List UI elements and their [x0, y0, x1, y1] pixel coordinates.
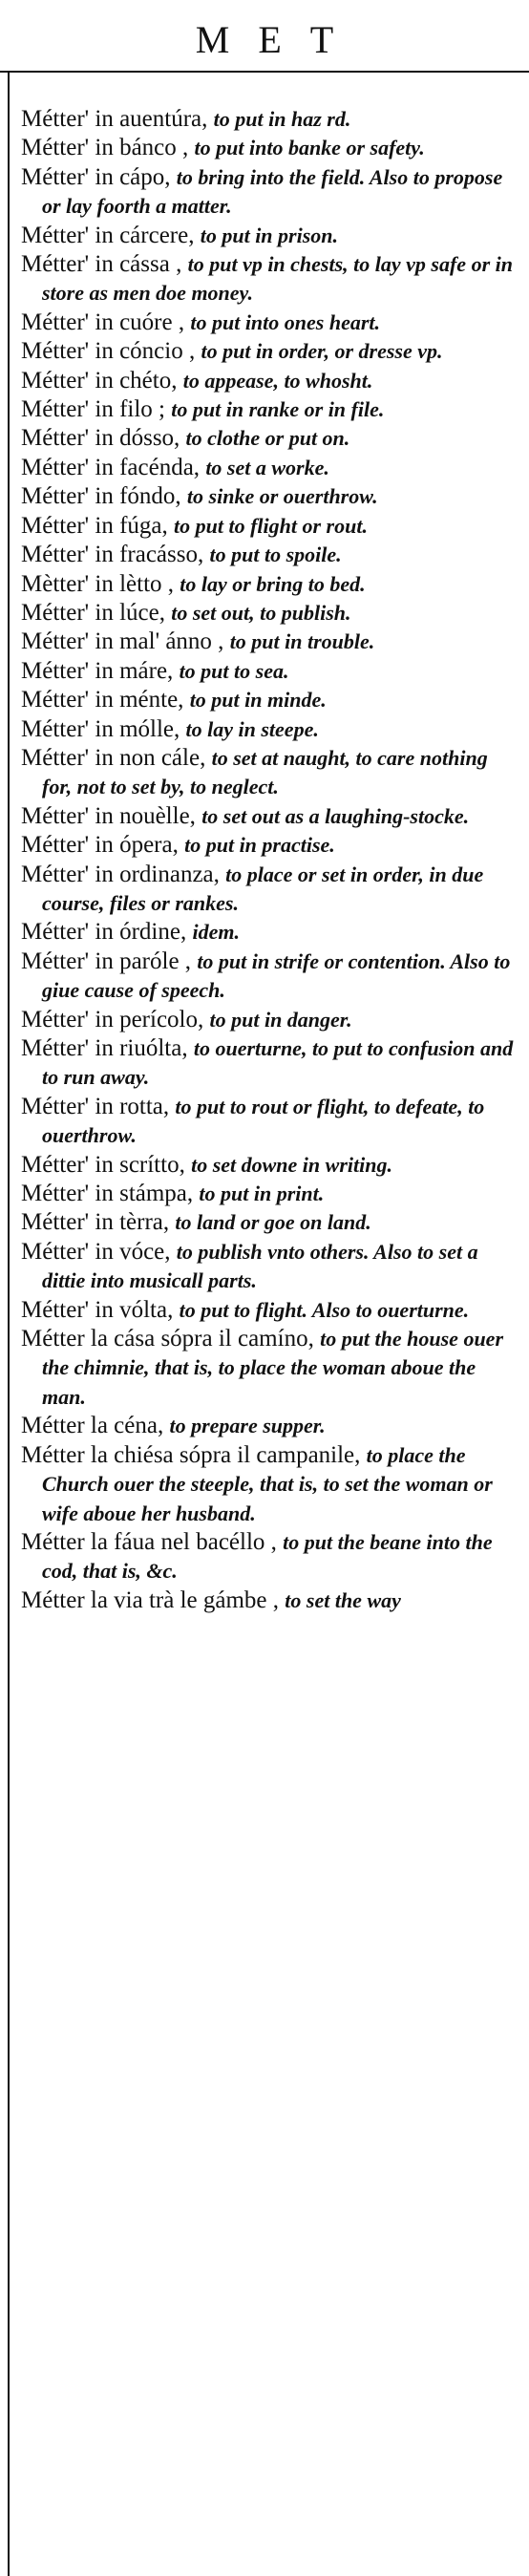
dictionary-entry: [21, 1296, 518, 1325]
dictionary-entry: [21, 1180, 518, 1208]
entry-headword: Métter' in cárcere,: [21, 222, 195, 248]
entry-headword: Métter la cása sópra il camíno,: [21, 1326, 314, 1352]
entry-definition: to lay in steepe.: [185, 716, 319, 741]
entry-headword: Métter' in lúce,: [21, 599, 165, 626]
entry-definition: to place the Church ouer the steeple, that is, to set the woman or wife aboue her husband.: [42, 1442, 493, 1525]
entry-definition: to put in order, or dresse vp.: [201, 339, 443, 364]
dictionary-entry: [21, 1006, 518, 1034]
entry-headword: Mètter' in lètto ,: [21, 570, 175, 597]
entry-headword: Métter' in cóncio ,: [21, 338, 196, 365]
entry-headword: Métter' in stámpa,: [21, 1181, 194, 1207]
entry-headword: Métter' in bánco ,: [21, 135, 189, 161]
header-rule: [0, 71, 529, 73]
entry-headword: Métter' in ménte,: [21, 687, 184, 713]
entry-definition: to land or goe on land.: [175, 1210, 371, 1235]
entry-headword: Métter' in non cále,: [21, 744, 206, 771]
dictionary-entry: [21, 482, 518, 511]
entry-definition: to prepare supper.: [169, 1414, 326, 1438]
entry-definition: to put to rout or flight, to defeate, to ouerthrow.: [42, 1094, 485, 1148]
entry-definition: to put to sea.: [179, 658, 289, 683]
dictionary-entry: [21, 802, 518, 831]
dictionary-entry: [21, 570, 518, 599]
entry-definition: idem.: [192, 920, 240, 945]
entry-definition: to publish vnto others. Also to set a dittie into musicall parts.: [42, 1239, 478, 1293]
dictionary-entry: [21, 628, 518, 656]
entry-headword: Métter' in fóndo,: [21, 483, 181, 510]
entry-definition: to set downe in writing.: [191, 1152, 392, 1177]
dictionary-entry: [21, 454, 518, 482]
entry-definition: to set at naught, to care nothing for, not to set by, to neglect.: [42, 745, 488, 799]
dictionary-entry: [21, 163, 518, 222]
entry-definition: to put to flight or rout.: [174, 513, 368, 538]
entry-definition: to put in print.: [199, 1182, 325, 1206]
entry-definition: to put to spoile.: [209, 543, 342, 567]
dictionary-entry: [21, 657, 518, 686]
dictionary-entry: [21, 744, 518, 802]
entry-definition: to put in strife or contention. Also to giue cause of speech.: [42, 948, 511, 1003]
entry-definition: to set out as a laughing-stocke.: [201, 803, 470, 828]
entry-headword: Métter' in auentúra,: [21, 106, 208, 132]
dictionary-entry: [21, 686, 518, 714]
entry-headword: Métter' in cápo,: [21, 163, 171, 190]
dictionary-entry: [21, 918, 518, 947]
entry-definition: to bring into the field. Also to propose or lay foorth a matter.: [42, 164, 503, 219]
dictionary-entry: [21, 715, 518, 744]
entry-definition: to put the house ouer the chimnie, that is, to place the woman aboue the man.: [42, 1327, 504, 1409]
entry-definition: to put in minde.: [189, 688, 327, 713]
entry-headword: Métter' in vóce,: [21, 1238, 171, 1265]
entry-definition: to set out, to publish.: [171, 600, 351, 625]
entry-definition: to put into banke or safety.: [194, 136, 425, 160]
entry-definition: to place or set in order, in due course, files or rankes.: [42, 862, 484, 915]
dictionary-entry: [21, 1441, 518, 1528]
entry-headword: Métter' in scrítto,: [21, 1151, 185, 1178]
entry-definition: to appease, to whosht.: [182, 368, 373, 393]
entry-definition: to put vp in chests, to lay vp safe or in store as men doe money.: [42, 252, 513, 306]
entry-headword: Métter' in fúga,: [21, 512, 168, 539]
entry-headword: Métter' in riuólta,: [21, 1035, 188, 1061]
dictionary-entry: [21, 250, 518, 309]
entry-headword: Métter' in filo ;: [21, 396, 166, 423]
dictionary-entry: [21, 1093, 518, 1151]
dictionary-entry: [21, 599, 518, 628]
dictionary-entry: [21, 1151, 518, 1180]
dictionary-entry: [21, 105, 518, 134]
entry-definition: to lay or bring to bed.: [180, 571, 366, 596]
entry-definition: to put in prison.: [200, 223, 339, 247]
dictionary-entry: [21, 1412, 518, 1440]
dictionary-entry: [21, 1586, 518, 1615]
entry-headword: Métter' in mólle,: [21, 715, 180, 742]
column-rule: [8, 73, 10, 2576]
entry-definition: to put in trouble.: [229, 629, 375, 654]
entry-headword: Métter' in mal' ánno ,: [21, 628, 224, 655]
entry-headword: Métter' in vólta,: [21, 1296, 174, 1323]
entry-definition: to put in practise.: [184, 833, 335, 858]
entry-headword: Métter' in facénda,: [21, 454, 201, 480]
dictionary-entry: [21, 541, 518, 569]
dictionary-entry: [21, 1325, 518, 1412]
dictionary-entry: [21, 134, 518, 162]
page-header: [0, 0, 529, 75]
entry-definition: to sinke or ouerthrow.: [186, 484, 378, 509]
entry-definition: to put into ones heart.: [190, 309, 381, 334]
running-head: MET: [195, 18, 363, 61]
entry-headword: Métter' in chéto,: [21, 367, 178, 394]
entry-headword: Métter' in rotta,: [21, 1093, 170, 1119]
dictionary-entry: [21, 831, 518, 860]
entry-headword: Métter la céna,: [21, 1413, 164, 1439]
dictionary-entry: [21, 337, 518, 366]
entry-headword: Métter la fáua nel bacéllo ,: [21, 1528, 277, 1555]
entry-definition: to set the way: [285, 1587, 401, 1612]
entry-headword: Métter' in perícolo,: [21, 1006, 204, 1033]
entry-definition: to put in ranke or in file.: [171, 397, 385, 422]
dictionary-entry: [21, 309, 518, 337]
entry-headword: Métter' in paróle ,: [21, 947, 192, 974]
dictionary-entry: [21, 1528, 518, 1586]
dictionary-entry: [21, 395, 518, 424]
dictionary-entry: [21, 1208, 518, 1237]
entry-headword: Métter la chiésa sópra il campanile,: [21, 1441, 361, 1468]
entry-headword: Métter' in nouèlle,: [21, 802, 196, 829]
entry-headword: Métter' in ópera,: [21, 832, 179, 859]
entry-headword: Métter' in órdine,: [21, 919, 187, 946]
dictionary-entry: [21, 1034, 518, 1093]
dictionary-entry: [21, 947, 518, 1006]
entry-headword: Métter' in cuóre ,: [21, 309, 185, 335]
entry-headword: Métter' in tèrra,: [21, 1209, 170, 1236]
dictionary-entry: [21, 424, 518, 453]
entry-definition: to put in danger.: [209, 1007, 352, 1032]
entry-headword: Métter' in fracásso,: [21, 542, 204, 568]
entry-headword: Métter' in dósso,: [21, 425, 180, 452]
dictionary-entry: [21, 367, 518, 395]
dictionary-entry: [21, 1238, 518, 1296]
entry-headword: Métter' in ordinanza,: [21, 861, 220, 887]
entry-definition: to ouerturne, to put to confusion and to run away.: [42, 1036, 514, 1090]
entry-definition: to clothe or put on.: [185, 426, 350, 451]
entry-definition: to put the beane into the cod, that is, &c.: [42, 1529, 493, 1584]
entry-definition: to put in haz rd.: [213, 107, 351, 131]
entry-headword: Métter' in cássa ,: [21, 251, 182, 278]
dictionary-entry: [21, 222, 518, 250]
entry-headword: Métter' in máre,: [21, 657, 174, 684]
entry-definition: to set a worke.: [205, 455, 329, 479]
entry-definition: to put to flight. Also to ouerturne.: [179, 1297, 470, 1322]
dictionary-entry: [21, 861, 518, 919]
dictionary-entry: [21, 512, 518, 541]
entry-list: [21, 105, 518, 1615]
entry-headword: Métter la via trà le gámbe ,: [21, 1586, 280, 1613]
